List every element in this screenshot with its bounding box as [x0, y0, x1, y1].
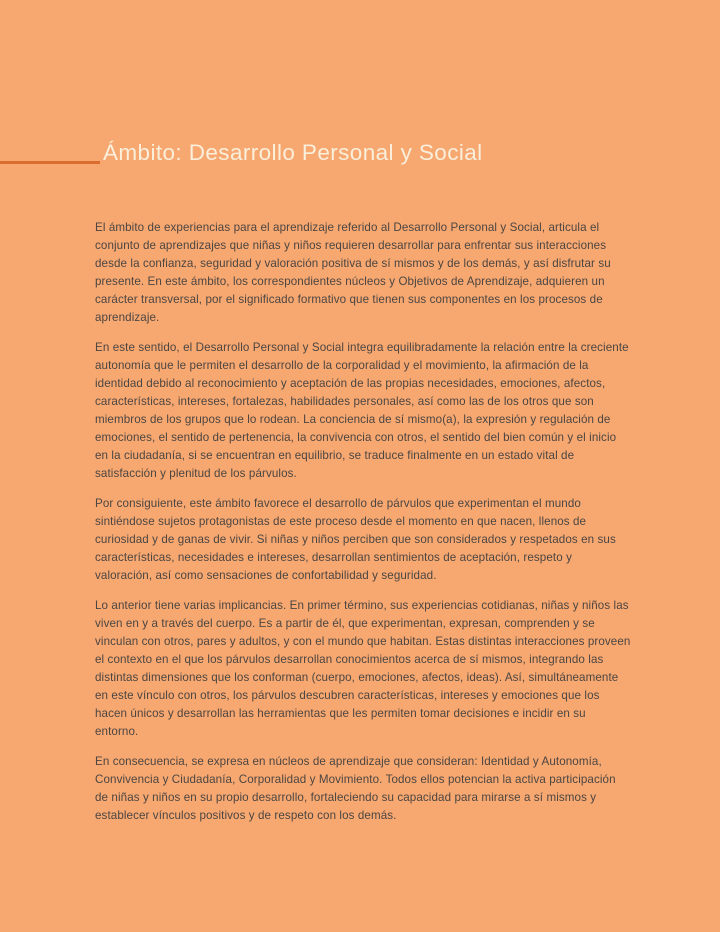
accent-rule [0, 161, 100, 164]
section-header [0, 140, 720, 180]
body-paragraph: En consecuencia, se expresa en núcleos de aprendizaje que consideran: Identidad y Autonomía, Convivencia y Ciudadanía, Corporalidad y Movimiento. Todos ellos potencian la activa participación de niñas y niños en su propio desarrollo, fortaleciendo su capacidad para mirarse a sí mismos y establecer vínculos positivos y de respeto con los demás. [95, 755, 616, 822]
body-paragraph: Lo anterior tiene varias implicancias. En primer término, sus experiencias cotidianas, niñas y niños las viven en y a través del cuerpo. Es a partir de él, que experimentan, expresan, comprenden y se vinculan con otros, pares y adultos, y con el mundo que habitan. Estas distintas interacciones proveen el contexto en el que los párvulos desarrollan conocimientos acerca de sí mismos, integrando las distintas dimensiones que los conforman (cuerpo, emociones, afectos, ideas). Así, simultáneamente en este vínculo con otros, los párvulos descubren características, intereses y emociones que los hacen únicos y desarrollan las herramientas que les permiten tomar decisiones e incidir en su entorno. [95, 599, 631, 738]
body-paragraph: El ámbito de experiencias para el aprendizaje referido al Desarrollo Personal y Social, articula el conjunto de aprendizajes que niñas y niños requieren desarrollar para enfrentar sus interacciones desde la confianza, seguridad y valoración positiva de sí mismos y de los demás, y así disfrutar su presente. En este ámbito, los correspondientes núcleos y Objetivos de Aprendizaje, adquieren un carácter transversal, por el significado formativo que tienen sus componentes en los procesos de aprendizaje. [95, 221, 611, 324]
body-text [95, 219, 632, 837]
page-title: Ámbito: Desarrollo Personal y Social [103, 140, 483, 165]
body-paragraph: En este sentido, el Desarrollo Personal y Social integra equilibradamente la relación entre la creciente autonomía que le permiten el desarrollo de la corporalidad y el movimiento, la afirmación de la identidad debido al reconocimiento y aceptación de las propias necesidades, emociones, afectos, características, intereses, fortalezas, habilidades personales, así como las de los otros que son miembros de los grupos que lo rodean. La conciencia de sí mismo(a), la expresión y regulación de emociones, el sentido de pertenencia, la convivencia con otros, el sentido del bien común y el inicio en la ciudadanía, si se encuentran en equilibrio, se traduce finalmente en un estado vital de satisfacción y plenitud de los párvulos. [95, 341, 629, 480]
body-paragraph: Por consiguiente, este ámbito favorece el desarrollo de párvulos que experimentan el mundo sintiéndose sujetos protagonistas de este proceso desde el momento en que nacen, llenos de curiosidad y de ganas de vivir. Si niñas y niños perciben que son considerados y respetados en sus características, necesidades e intereses, desarrollan sentimientos de aceptación, respeto y valoración, así como sensaciones de confortabilidad y seguridad. [95, 497, 616, 582]
